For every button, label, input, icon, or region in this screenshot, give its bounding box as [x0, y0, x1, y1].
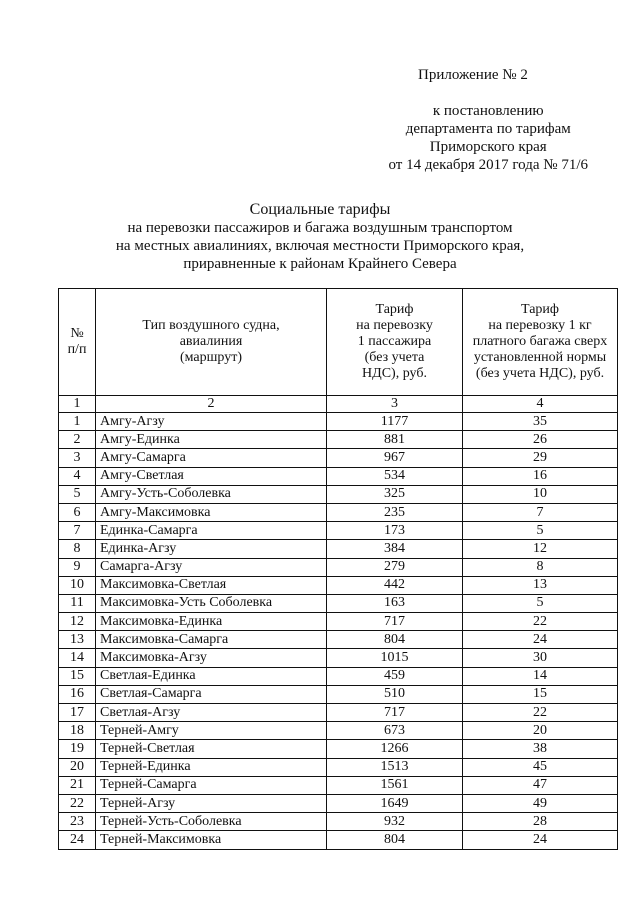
row-baggage-tariff: 5	[463, 522, 618, 540]
row-route: Амгу-Усть-Соболевка	[96, 485, 327, 503]
table-row	[59, 704, 618, 722]
row-route: Терней-Светлая	[96, 740, 327, 758]
row-number: 16	[59, 685, 96, 703]
column-number-row	[59, 396, 618, 413]
table-row	[59, 813, 618, 831]
header-passenger-tariff	[327, 289, 463, 396]
row-route: Единка-Агзу	[96, 540, 327, 558]
row-number: 2	[59, 431, 96, 449]
title-line: на местных авиалиниях, включая местности Приморского края,	[115, 238, 525, 254]
row-route: Самарга-Агзу	[96, 558, 327, 576]
row-route: Максимовка-Усть Соболевка	[96, 594, 327, 612]
row-route: Максимовка-Единка	[96, 613, 327, 631]
row-route: Терней-Амгу	[96, 722, 327, 740]
resolution-line: от 14 декабря 2017 года № 71/6	[388, 157, 588, 173]
table-row	[59, 685, 618, 703]
row-passenger-tariff: 1513	[327, 758, 463, 776]
row-route: Светлая-Самарга	[96, 685, 327, 703]
table-row	[59, 576, 618, 594]
document-title	[0, 201, 640, 273]
row-passenger-tariff: 163	[327, 594, 463, 612]
row-baggage-tariff: 29	[463, 449, 618, 467]
row-number: 15	[59, 667, 96, 685]
header-text: №	[70, 326, 84, 341]
row-number: 24	[59, 831, 96, 849]
row-route: Терней-Максимовка	[96, 831, 327, 849]
row-number: 20	[59, 758, 96, 776]
row-passenger-tariff: 173	[327, 522, 463, 540]
table-row	[59, 649, 618, 667]
header-text: (без учета	[364, 350, 425, 365]
resolution-line: департамента по тарифам	[405, 121, 571, 137]
appendix-label: Приложение № 2	[418, 67, 528, 83]
row-passenger-tariff: 932	[327, 813, 463, 831]
row-baggage-tariff: 7	[463, 503, 618, 521]
row-number: 6	[59, 503, 96, 521]
row-route: Максимовка-Светлая	[96, 576, 327, 594]
row-route: Амгу-Максимовка	[96, 503, 327, 521]
row-baggage-tariff: 10	[463, 485, 618, 503]
row-passenger-tariff: 804	[327, 631, 463, 649]
table-row	[59, 431, 618, 449]
tariff-table	[58, 288, 618, 850]
row-baggage-tariff: 14	[463, 667, 618, 685]
row-baggage-tariff: 12	[463, 540, 618, 558]
row-passenger-tariff: 442	[327, 576, 463, 594]
row-passenger-tariff: 881	[327, 431, 463, 449]
row-route: Терней-Единка	[96, 758, 327, 776]
row-route: Светлая-Единка	[96, 667, 327, 685]
row-passenger-tariff: 459	[327, 667, 463, 685]
row-number: 12	[59, 613, 96, 631]
table-row	[59, 522, 618, 540]
row-route: Амгу-Единка	[96, 431, 327, 449]
row-baggage-tariff: 45	[463, 758, 618, 776]
header-route	[96, 289, 327, 396]
row-passenger-tariff: 510	[327, 685, 463, 703]
title-line: приравненные к районам Крайнего Севера	[183, 256, 457, 272]
row-passenger-tariff: 1561	[327, 776, 463, 794]
row-number: 5	[59, 485, 96, 503]
row-baggage-tariff: 35	[463, 413, 618, 431]
row-passenger-tariff: 534	[327, 467, 463, 485]
row-passenger-tariff: 967	[327, 449, 463, 467]
row-baggage-tariff: 13	[463, 576, 618, 594]
row-route: Амгу-Агзу	[96, 413, 327, 431]
row-passenger-tariff: 235	[327, 503, 463, 521]
title-line: Социальные тарифы	[249, 201, 391, 218]
table-header-row	[59, 289, 618, 396]
row-baggage-tariff: 38	[463, 740, 618, 758]
row-route: Амгу-Самарга	[96, 449, 327, 467]
row-baggage-tariff: 26	[463, 431, 618, 449]
row-passenger-tariff: 804	[327, 831, 463, 849]
row-baggage-tariff: 30	[463, 649, 618, 667]
table-row	[59, 740, 618, 758]
row-passenger-tariff: 1177	[327, 413, 463, 431]
row-number: 21	[59, 776, 96, 794]
header-text: установленной нормы	[473, 350, 607, 365]
row-route: Светлая-Агзу	[96, 704, 327, 722]
header-text: Тариф	[375, 302, 414, 317]
header-text: (без учета НДС), руб.	[475, 366, 605, 381]
row-route: Амгу-Светлая	[96, 467, 327, 485]
row-number: 8	[59, 540, 96, 558]
row-number: 22	[59, 794, 96, 812]
header-text: авиалиния	[179, 334, 243, 349]
table-row	[59, 413, 618, 431]
header-text: на перевозку	[356, 318, 433, 333]
table-row	[59, 503, 618, 521]
header-text: на перевозку 1 кг	[488, 318, 592, 333]
row-passenger-tariff: 717	[327, 704, 463, 722]
row-number: 1	[59, 413, 96, 431]
row-baggage-tariff: 22	[463, 613, 618, 631]
tariff-table-body	[59, 413, 618, 850]
row-route: Терней-Агзу	[96, 794, 327, 812]
row-number: 13	[59, 631, 96, 649]
header-text: Тариф	[521, 302, 559, 317]
row-baggage-tariff: 5	[463, 594, 618, 612]
row-passenger-tariff: 1266	[327, 740, 463, 758]
header-baggage-tariff	[463, 289, 618, 396]
table-row	[59, 558, 618, 576]
row-baggage-tariff: 24	[463, 831, 618, 849]
row-number: 3	[59, 449, 96, 467]
table-row	[59, 722, 618, 740]
column-number: 4	[463, 396, 618, 413]
row-passenger-tariff: 1649	[327, 794, 463, 812]
row-baggage-tariff: 28	[463, 813, 618, 831]
row-passenger-tariff: 673	[327, 722, 463, 740]
row-baggage-tariff: 20	[463, 722, 618, 740]
table-row	[59, 485, 618, 503]
row-passenger-tariff: 717	[327, 613, 463, 631]
header-text: платного багажа сверх	[472, 334, 608, 349]
table-row	[59, 540, 618, 558]
row-passenger-tariff: 325	[327, 485, 463, 503]
row-number: 4	[59, 467, 96, 485]
table-row	[59, 467, 618, 485]
row-number: 17	[59, 704, 96, 722]
header-text: п/п	[67, 342, 87, 357]
row-baggage-tariff: 24	[463, 631, 618, 649]
row-baggage-tariff: 47	[463, 776, 618, 794]
row-passenger-tariff: 1015	[327, 649, 463, 667]
row-number: 7	[59, 522, 96, 540]
row-baggage-tariff: 8	[463, 558, 618, 576]
row-passenger-tariff: 384	[327, 540, 463, 558]
table-row	[59, 831, 618, 849]
row-number: 11	[59, 594, 96, 612]
row-number: 14	[59, 649, 96, 667]
table-row	[59, 794, 618, 812]
row-route: Терней-Усть-Соболевка	[96, 813, 327, 831]
table-row	[59, 613, 618, 631]
row-baggage-tariff: 15	[463, 685, 618, 703]
resolution-line: к постановлению	[432, 103, 544, 119]
row-route: Максимовка-Самарга	[96, 631, 327, 649]
table-row	[59, 758, 618, 776]
row-baggage-tariff: 49	[463, 794, 618, 812]
resolution-reference	[388, 102, 588, 174]
table-row	[59, 631, 618, 649]
header-text: НДС), руб.	[362, 366, 427, 381]
row-number: 18	[59, 722, 96, 740]
row-route: Единка-Самарга	[96, 522, 327, 540]
row-baggage-tariff: 16	[463, 467, 618, 485]
table-row	[59, 667, 618, 685]
row-number: 19	[59, 740, 96, 758]
table-row	[59, 594, 618, 612]
column-number: 3	[327, 396, 463, 413]
row-route: Терней-Самарга	[96, 776, 327, 794]
header-text: 1 пассажира	[357, 334, 432, 349]
resolution-line: Приморского края	[429, 139, 547, 155]
header-text: Тип воздушного судна,	[142, 318, 280, 333]
row-number: 10	[59, 576, 96, 594]
row-passenger-tariff: 279	[327, 558, 463, 576]
row-number: 9	[59, 558, 96, 576]
row-baggage-tariff: 22	[463, 704, 618, 722]
column-number: 1	[59, 396, 96, 413]
table-row	[59, 449, 618, 467]
row-number: 23	[59, 813, 96, 831]
header-num	[59, 289, 96, 396]
table-row	[59, 776, 618, 794]
title-line: на перевозки пассажиров и багажа воздушным транспортом	[127, 220, 513, 236]
header-text: (маршрут)	[179, 350, 242, 365]
column-number: 2	[96, 396, 327, 413]
row-route: Максимовка-Агзу	[96, 649, 327, 667]
